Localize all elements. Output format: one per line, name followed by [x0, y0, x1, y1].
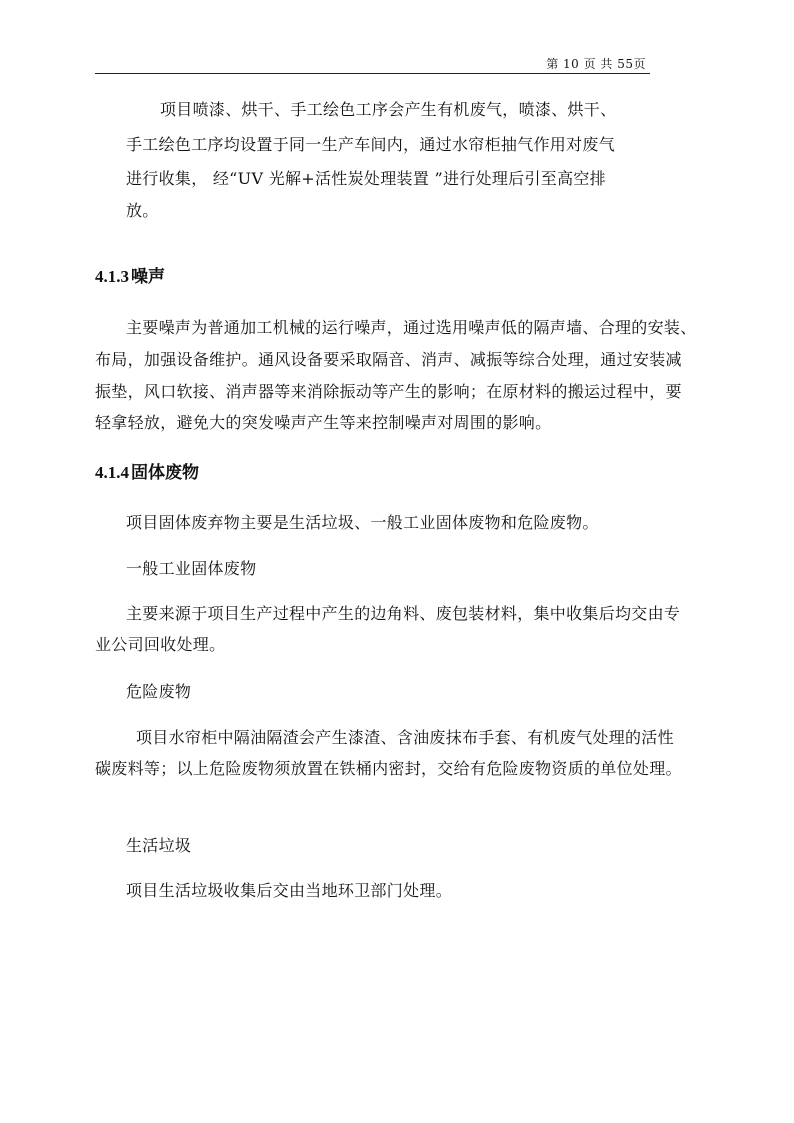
paragraph-line: 主要噪声为普通加工机械的运行噪声，通过选用噪声低的隔声墙、合理的安装、 — [126, 318, 697, 337]
paragraph-line: 项目固体废弃物主要是生活垃圾、一般工业固体废物和危险废物。 — [126, 513, 599, 532]
section-number: 4.1.4 — [95, 463, 129, 482]
section-heading-solid-waste — [95, 462, 199, 484]
paragraph-line: 项目生活垃圾收集后交由当地环卫部门处理。 — [126, 881, 453, 900]
paragraph-line: 项目喷漆、烘干、手工绘色工序会产生有机废气，喷漆、烘干、 — [160, 100, 617, 119]
section-title: 噪声 — [131, 267, 165, 286]
paragraph-line: 项目水帘柜中隔油隔渣会产生漆渣、含油废抹布手套、有机废气处理的活性 — [136, 728, 674, 747]
paragraph-line: 手工绘色工序均设置于同一生产车间内，通过水帘柜抽气作用对废气 — [126, 135, 616, 154]
subsection-title: 一般工业固体废物 — [126, 559, 257, 578]
section-title: 固体废物 — [131, 463, 199, 482]
paragraph-line: 振垫，风口软接、消声器等来消除振动等产生的影响；在原材料的搬运过程中，要 — [95, 382, 682, 401]
page-header — [95, 57, 650, 74]
page-indicator: 第 10 页 共 55页 — [546, 57, 646, 71]
paragraph-line: 主要来源于项目生产过程中产生的边角料、废包装材料，集中收集后均交由专 — [126, 604, 681, 623]
paragraph-line: 布局，加强设备维护。通风设备要采取隔音、消声、减振等综合处理，通过安装减 — [95, 350, 682, 369]
subsection-title: 危险废物 — [126, 682, 192, 701]
paragraph-line: 进行收集， 经“UV 光解+活性炭处理装置 ”进行处理后引至高空排 — [126, 169, 606, 188]
paragraph-line: 碳废料等；以上危险废物须放置在铁桶内密封，交给有危险废物资质的单位处理。 — [95, 759, 682, 778]
paragraph-line: 业公司回收处理。 — [95, 635, 226, 654]
paragraph-line: 放。 — [126, 201, 159, 220]
subsection-title: 生活垃圾 — [126, 836, 192, 855]
section-heading-noise — [95, 266, 165, 288]
section-number: 4.1.3 — [95, 267, 129, 286]
paragraph-line: 轻拿轻放，避免大的突发噪声产生等来控制噪声对周围的影响。 — [95, 413, 552, 432]
